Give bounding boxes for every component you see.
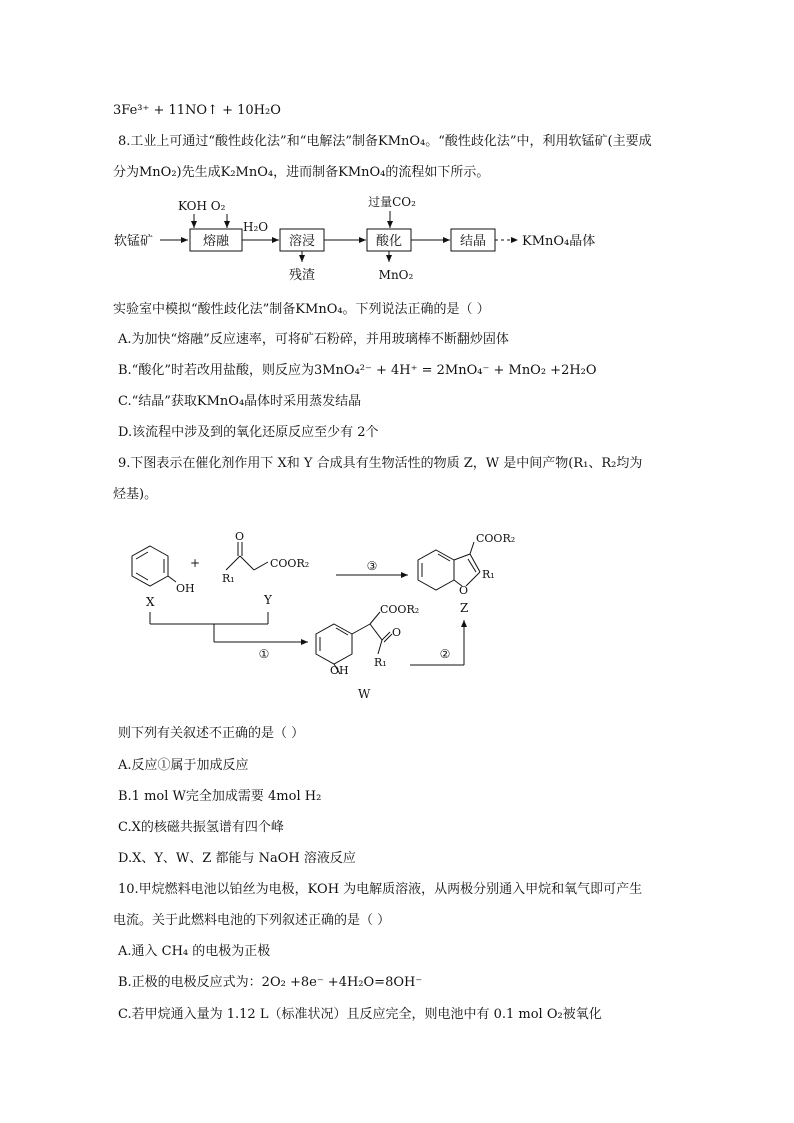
flow-start: 软锰矿 — [114, 234, 154, 249]
x-label: X — [146, 595, 155, 609]
q10-option-b: B.正极的电极反应式为：2O₂ +8e⁻ +4H₂O=8OH⁻ — [118, 975, 423, 990]
flow-product: KMnO₄晶体 — [522, 234, 596, 249]
flow-box2-output: 残渣 — [288, 268, 316, 283]
q8-option-d: D.该流程中涉及到的氧化还原反应至少有 2个 — [118, 425, 379, 440]
flow-box4-label: 结晶 — [459, 234, 487, 249]
w-label: W — [358, 687, 371, 701]
header-equation-line: 3Fe³⁺ + 11NO↑ + 10H₂O — [113, 103, 281, 118]
q9-option-a: A.反应①属于加成反应 — [118, 758, 249, 773]
y-o: O — [235, 530, 245, 543]
q10-stem-line1: 10.甲烷燃料电池以铂丝为电极，KOH 为电解质溶液，从两极分别通入甲烷和氧气即可产生 — [118, 882, 643, 897]
molecule-x — [132, 546, 176, 586]
flow-box3-label: 酸化 — [375, 234, 403, 249]
q9-option-b: B.1 mol W完全加成需要 4mol H₂ — [118, 789, 322, 804]
molecule-y — [226, 542, 268, 570]
flow-box3-input: 过量CO₂ — [368, 195, 416, 209]
q8-option-a: A.为加快“熔融”反应速率，可将矿石粉碎，并用玻璃棒不断翻炒固体 — [118, 332, 509, 347]
plus-sign: + — [190, 556, 201, 570]
q8-question: 实验室中模拟“酸性歧化法”制备KMnO₄。下列说法正确的是（ ） — [113, 302, 490, 317]
flow-box1-label: 熔融 — [202, 234, 230, 249]
flow-box3-output: MnO₂ — [378, 268, 414, 282]
q8-flowchart — [108, 190, 628, 290]
q10-option-a: A.通入 CH₄ 的电极为正极 — [118, 944, 271, 959]
q8-stem-line2: 分为MnO₂)先生成K₂MnO₄，进而制备KMnO₄的流程如下所示。 — [113, 165, 490, 180]
q9-stem-line1: 9.下图表示在催化剂作用下 X和 Y 合成具有生物活性的物质 Z，W 是中间产物(R₁、R₂均为 — [118, 456, 643, 471]
q8-option-c: C.“结晶”获取KMnO₄晶体时采用蒸发结晶 — [118, 394, 362, 409]
y-r1: R₁ — [222, 572, 235, 585]
z-o: O — [459, 584, 469, 597]
w-r1: R₁ — [374, 656, 387, 669]
y-label: Y — [264, 593, 272, 607]
step3-label: ③ — [366, 559, 378, 573]
q8-stem-line1: 8.工业上可通过“酸性歧化法”和“电解法”制备KMnO₄。“酸性歧化法”中，利用软锰矿(主要成 — [118, 134, 652, 149]
z-ester: COOR₂ — [476, 532, 516, 545]
flow-box1-inputs: KOH O₂ — [178, 199, 226, 213]
flow-box2-label: 溶浸 — [288, 234, 316, 249]
step2-label: ② — [439, 647, 451, 661]
molecule-z — [418, 542, 480, 590]
w-ester: COOR₂ — [380, 603, 420, 616]
z-r1: R₁ — [482, 568, 495, 581]
q9-option-c: C.X的核磁共振氢谱有四个峰 — [118, 820, 284, 835]
q9-stem-line2: 烃基)。 — [113, 487, 158, 502]
q10-option-c: C.若甲烷通入量为 1.12 L（标准状况）且反应完全，则电池中有 0.1 mol O₂被氧化 — [118, 1007, 602, 1022]
flow-water: H₂O — [243, 220, 269, 234]
y-ester: COOR₂ — [270, 557, 310, 570]
z-label: Z — [460, 601, 469, 615]
q9-question: 则下列有关叙述不正确的是（ ） — [118, 726, 305, 741]
q10-stem-line2: 电流。关于此燃料电池的下列叙述正确的是（ ） — [113, 913, 391, 928]
x-oh: OH — [176, 582, 195, 595]
q8-option-b: B.“酸化”时若改用盐酸，则反应为3MnO₄²⁻ + 4H⁺ = 2MnO₄⁻ + MnO₂ +2H₂O — [118, 363, 597, 378]
w-o: O — [392, 626, 402, 639]
q9-option-d: D.X、Y、W、Z 都能与 NaOH 溶液反应 — [118, 851, 356, 866]
w-oh: OH — [330, 664, 349, 677]
q9-reaction-scheme — [118, 520, 578, 705]
step1-label: ① — [258, 647, 270, 661]
